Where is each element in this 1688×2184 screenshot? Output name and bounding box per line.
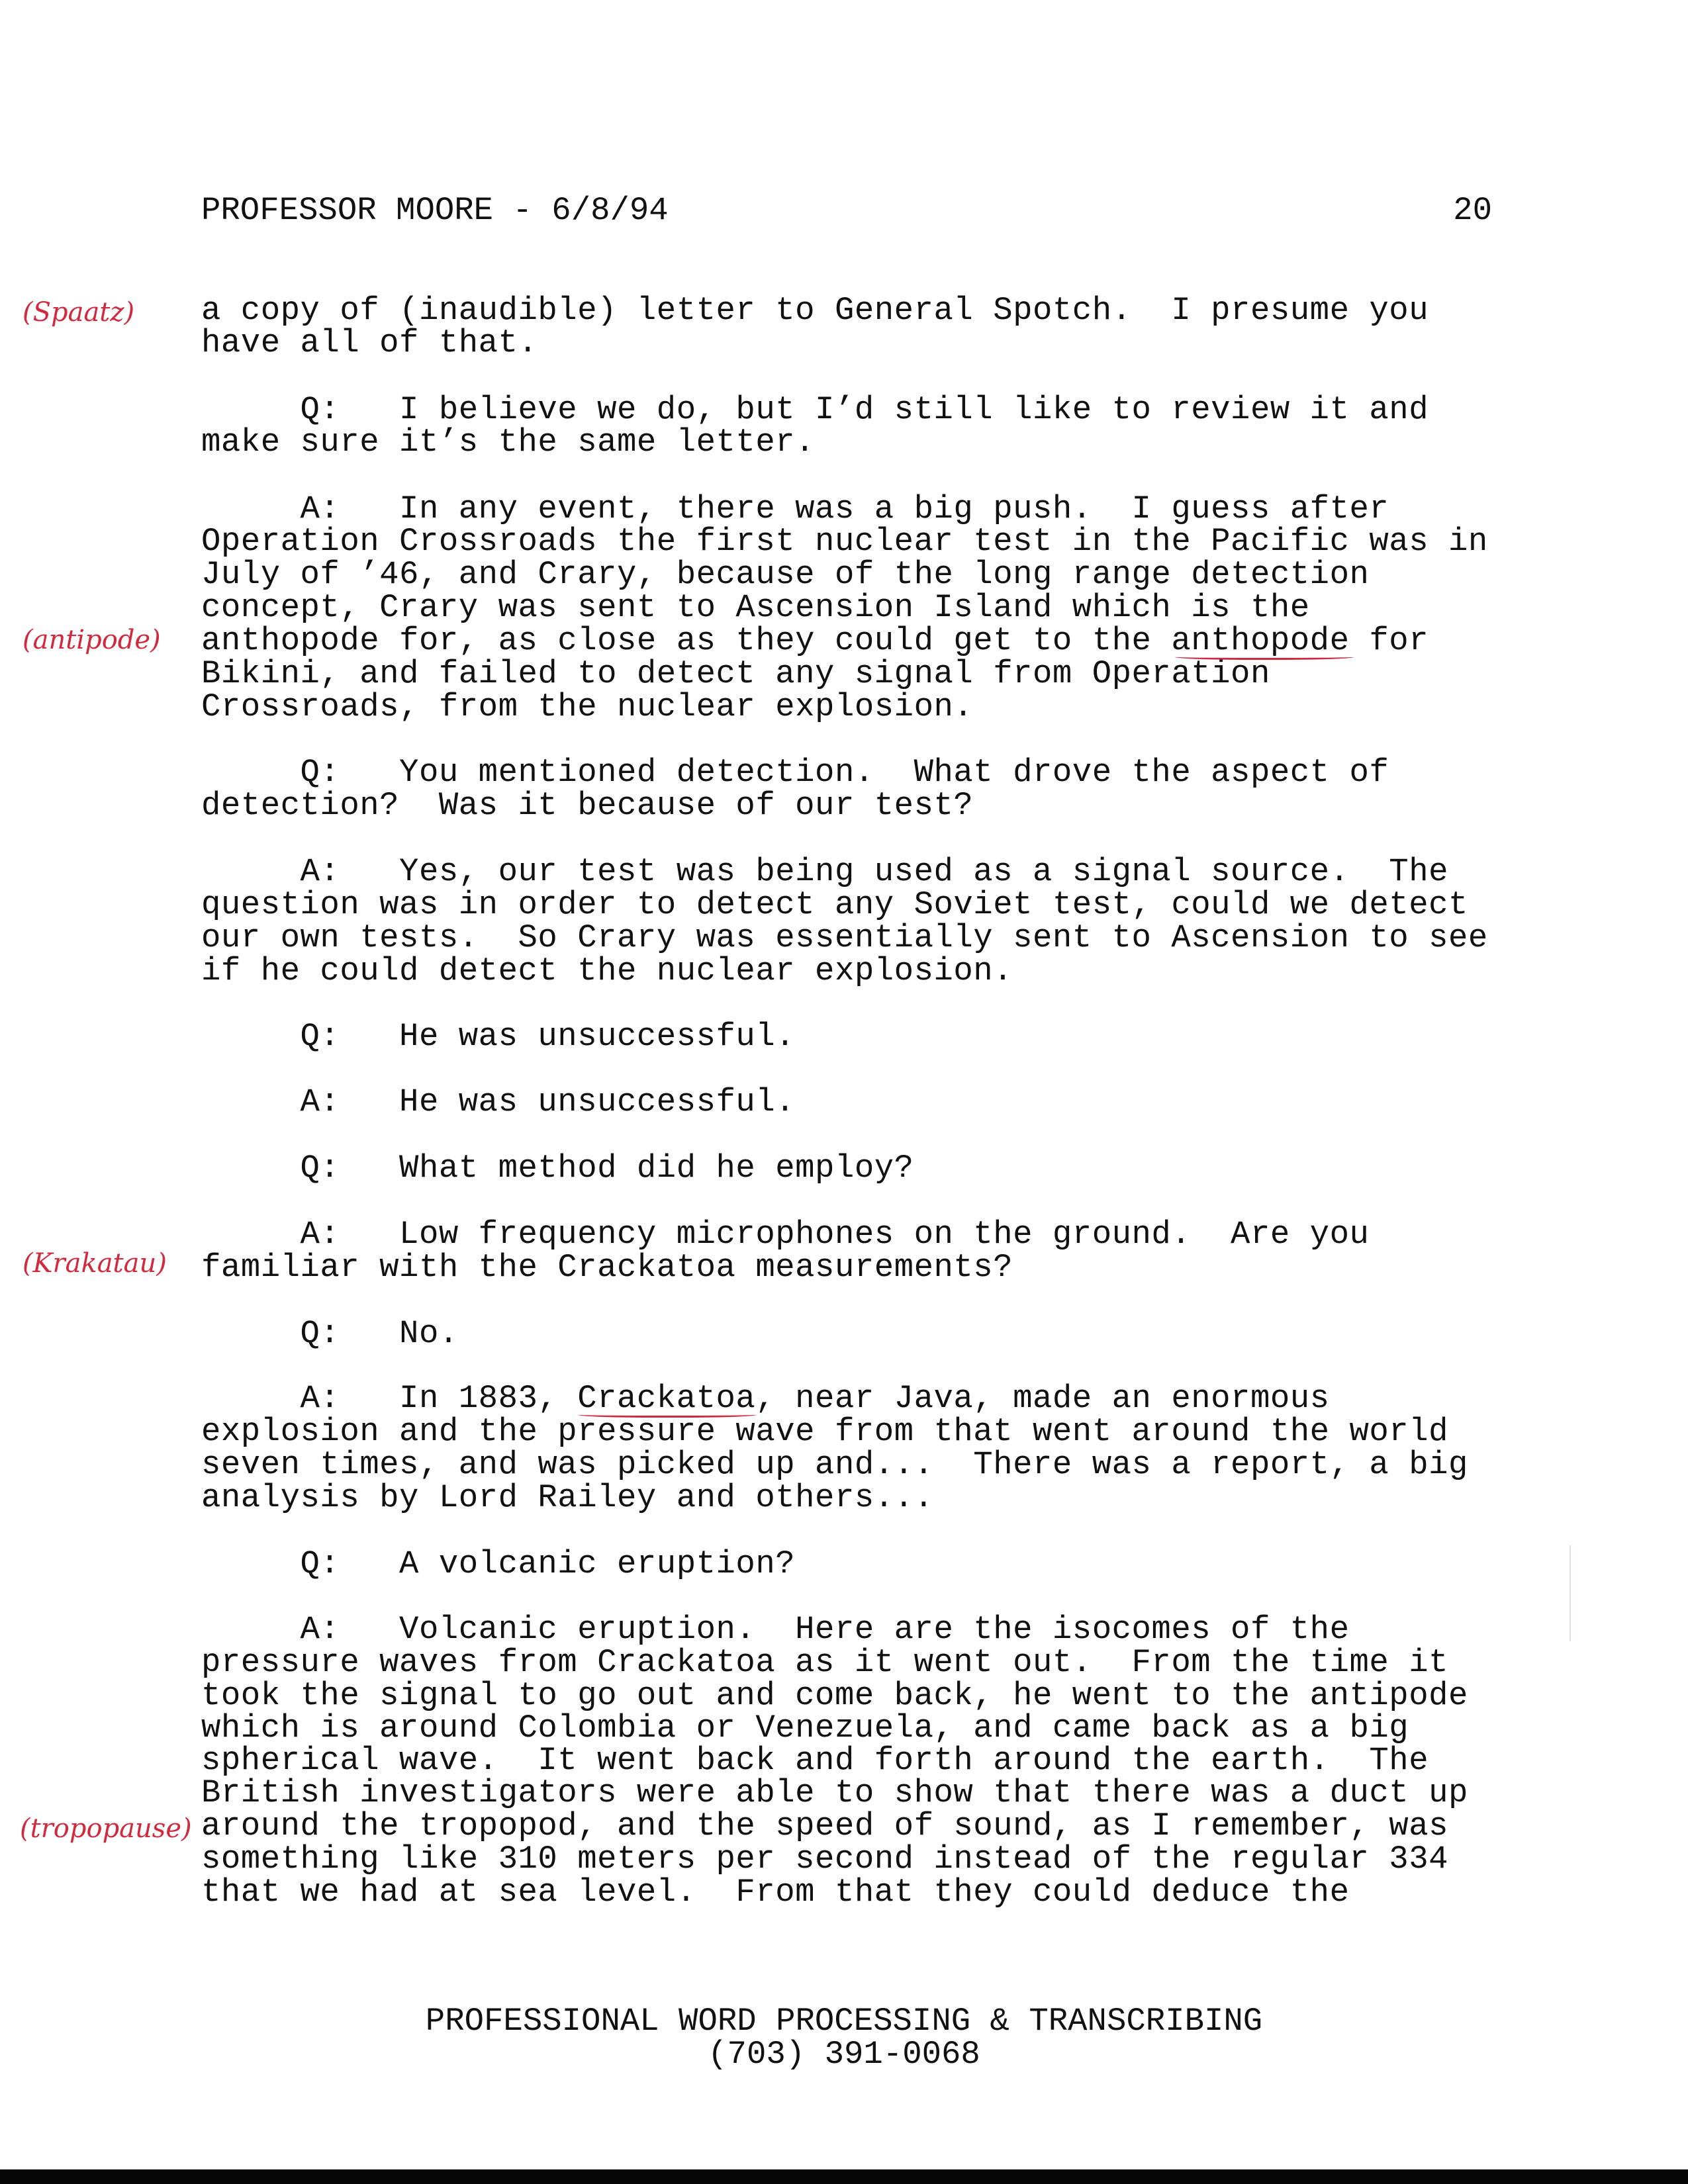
body-line: pressure waves from Crackatoa as it went out. From the time it [201, 1644, 1449, 1681]
body-line: Q: A volcanic eruption? [201, 1545, 796, 1582]
body-line: A: In any event, there was a big push. I guess after [201, 490, 1389, 527]
body-line: July of ’46, and Crary, because of the long range detection [201, 556, 1370, 593]
body-line: if he could detect the nuclear explosion. [201, 952, 1013, 989]
annotation-krakatau: (Krakatau) [23, 1248, 167, 1279]
body-line: which is around Colombia or Venezuela, and came back as a big [201, 1709, 1409, 1747]
body-line: have all of that. [201, 324, 538, 361]
body-line: something like 310 meters per second instead of the regular 334 [201, 1841, 1449, 1878]
body-line: Q: You mentioned detection. What drove the aspect of [201, 754, 1389, 791]
body-line: detection? Was it because of our test? [201, 787, 974, 824]
body-line: Q: What method did he employ? [201, 1150, 914, 1187]
body-line: question was in order to detect any Soviet test, could we detect [201, 886, 1468, 923]
body-line: familiar with the Crackatoa measurements? [201, 1249, 1013, 1286]
body-line: concept, Crary was sent to Ascension Island which is the [201, 589, 1310, 626]
body-line: A: He was unsuccessful. [201, 1083, 796, 1120]
body-line: A: Yes, our test was being used as a signal source. The [201, 853, 1449, 890]
body-line: anthopode for, as close as they could get to the anthopode for [201, 622, 1429, 659]
body-line: Q: He was unsuccessful. [201, 1018, 796, 1055]
page-number: 20 [1453, 192, 1492, 229]
margin-mark [1570, 1545, 1571, 1641]
body-line: spherical wave. It went back and forth around the earth. The [201, 1742, 1429, 1779]
body-line: Crossroads, from the nuclear explosion. [201, 688, 974, 725]
body-line: Q: I believe we do, but I’d still like to review it and [201, 391, 1429, 428]
annotation-antipode: (antipode) [23, 625, 161, 655]
footer-phone: (703) 391-0068 [708, 2036, 980, 2073]
footer-company: PROFESSIONAL WORD PROCESSING & TRANSCRIBING [425, 2003, 1263, 2040]
body-line: explosion and the pressure wave from that went around the world [201, 1413, 1449, 1450]
body-line: our own tests. So Crary was essentially sent to Ascension to see [201, 919, 1488, 956]
annotation-tropopause: (tropopause) [20, 1813, 192, 1844]
body-line: Operation Crossroads the first nuclear test in the Pacific was in [201, 523, 1488, 560]
underline-anthopode [1175, 653, 1354, 660]
body-line: a copy of (inaudible) letter to General Spotch. I presume you [201, 292, 1429, 329]
underline-crackatoa [578, 1410, 757, 1418]
body-line: Q: No. [201, 1315, 459, 1352]
body-line: make sure it’s the same letter. [201, 424, 816, 461]
body-line: A: In 1883, Crackatoa, near Java, made an enormous [201, 1380, 1330, 1417]
body-line: A: Volcanic eruption. Here are the isocomes of the [201, 1611, 1350, 1648]
body-line: around the tropopod, and the speed of sound, as I remember, was [201, 1807, 1449, 1844]
body-line: A: Low frequency microphones on the ground. Are you [201, 1216, 1370, 1253]
page-header-title: PROFESSOR MOORE - 6/8/94 [201, 192, 669, 229]
body-line: analysis by Lord Railey and others... [201, 1479, 934, 1516]
body-line: British investigators were able to show that there was a duct up [201, 1774, 1468, 1811]
annotation-spaatz: (Spaatz) [23, 297, 135, 328]
body-line: took the signal to go out and come back, he went to the antipode [201, 1677, 1468, 1714]
body-line: that we had at sea level. From that they could deduce the [201, 1874, 1350, 1911]
body-line: seven times, and was picked up and... There was a report, a big [201, 1446, 1468, 1483]
scan-bottom-border [0, 2169, 1688, 2184]
body-line: Bikini, and failed to detect any signal from Operation [201, 655, 1270, 692]
